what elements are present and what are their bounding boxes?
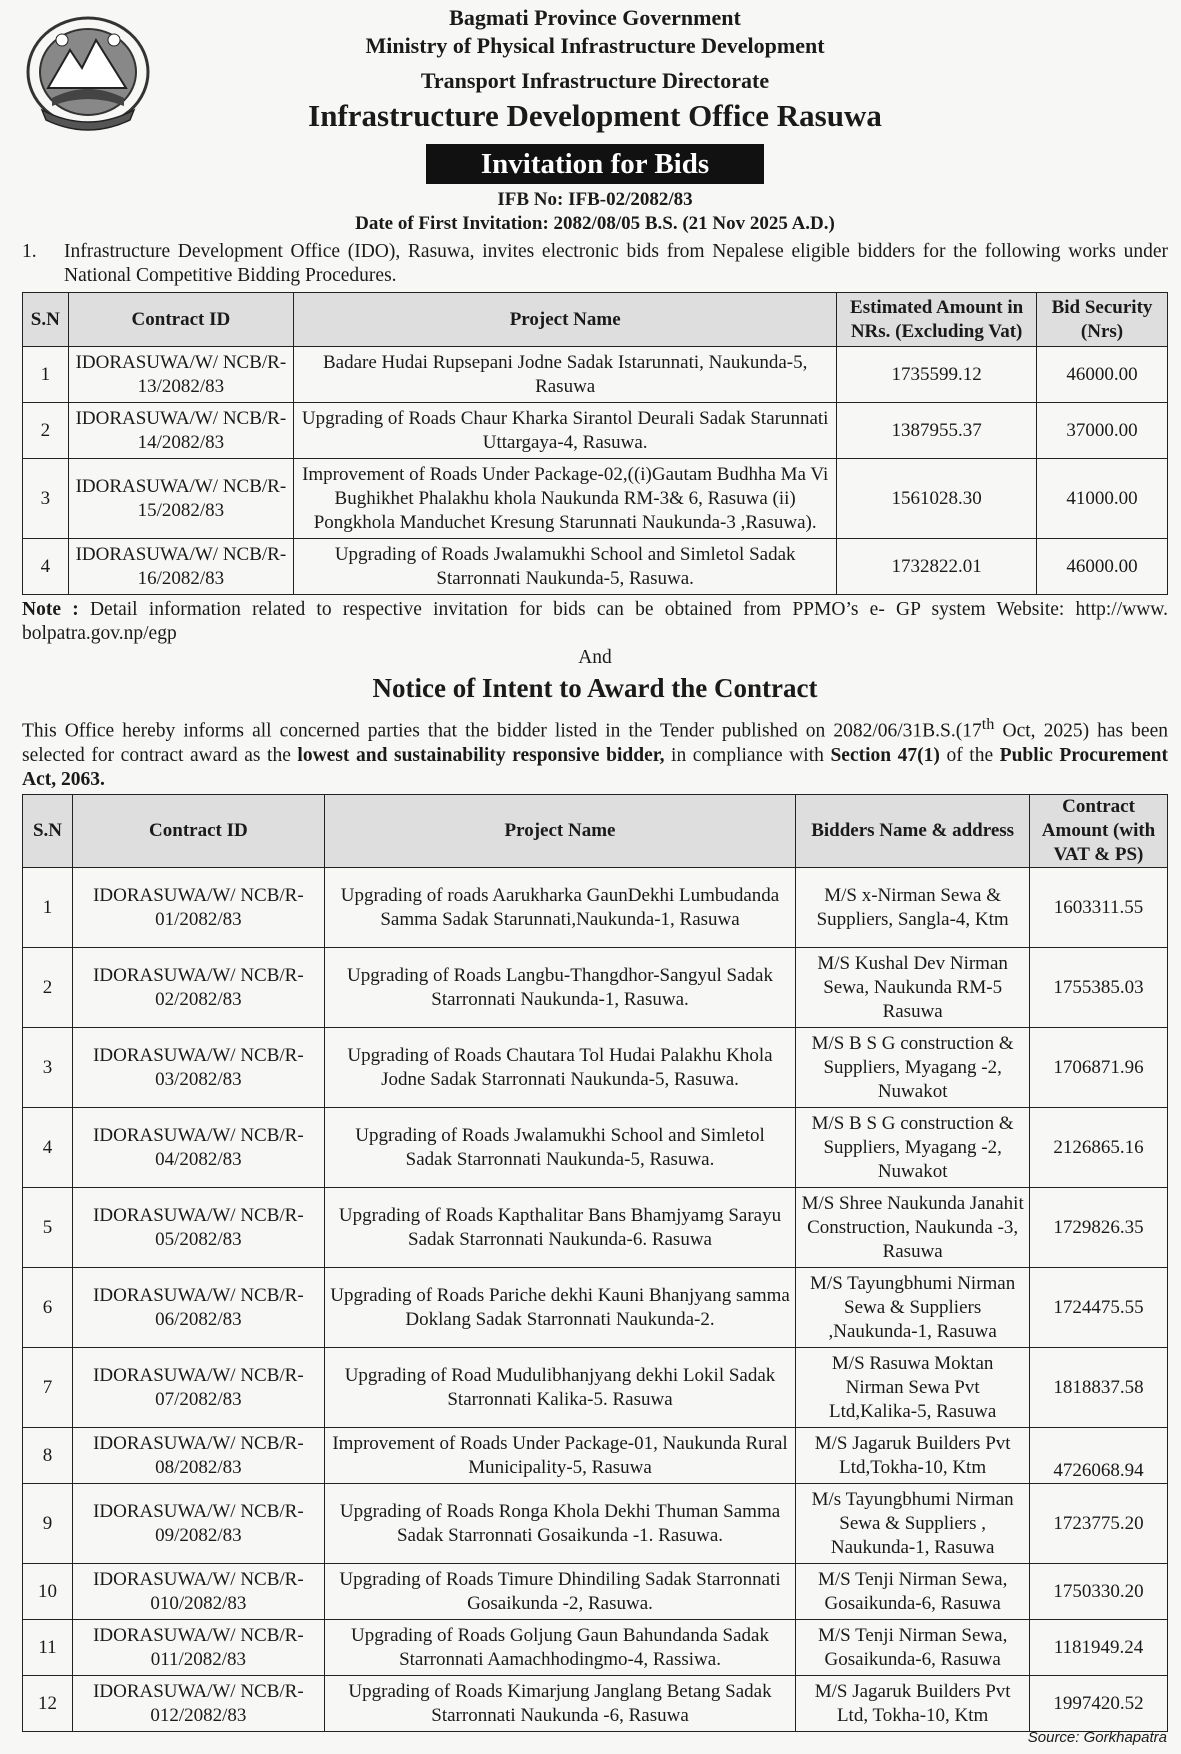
province-title: Bagmati Province Government (449, 5, 741, 30)
office-title: Infrastructure Development Office Rasuwa (308, 98, 882, 133)
amount-cell: 4726068.94 (1030, 1428, 1168, 1484)
contract-id-cell: IDORASUWA/W/ NCB/R-01/2082/83 (72, 868, 324, 948)
project-name-cell: Upgrading of Roads Goljung Gaun Bahundanda Sadak Starronnati Aamachhodingmo-4, Rassiwa. (324, 1620, 795, 1676)
amount-cell: 1181949.24 (1030, 1620, 1168, 1676)
project-name-cell: Upgrading of Roads Pariche dekhi Kauni Bhanjyang samma Doklang Sadak Starronnati Naukunda-2. (324, 1268, 795, 1348)
bidder-cell: M/S Tenji Nirman Sewa, Gosaikunda-6, Rasuwa (796, 1620, 1030, 1676)
contract-id-cell: IDORASUWA/W/ NCB/R-02/2082/83 (72, 948, 324, 1028)
sn-cell: 8 (23, 1428, 73, 1484)
bidder-cell: M/S Shree Naukunda Janahit Construction, Naukunda -3, Rasuwa (796, 1188, 1030, 1268)
contract-id-cell: IDORASUWA/W/ NCB/R-03/2082/83 (72, 1028, 324, 1108)
table-row (23, 948, 1168, 1028)
table-row (23, 1676, 1168, 1732)
header-project-name: Project Name (294, 293, 837, 347)
table-row (23, 1188, 1168, 1268)
header-estimated-amount: Estimated Amount in NRs. (Excluding Vat) (837, 293, 1037, 347)
table-row (23, 403, 1168, 459)
contract-id-cell: IDORASUWA/W/ NCB/R-05/2082/83 (72, 1188, 324, 1268)
intro-text: Infrastructure Development Office (IDO), Rasuwa, invites electronic bids from Nepalese eligible bidders for the following works under National Competitive Bidding Procedures. (64, 241, 1168, 286)
notice-paragraph (22, 712, 1168, 792)
project-name-cell: Upgrading of Roads Chautara Tol Hudai Palakhu Khola Jodne Sadak Starronnati Naukunda-5, Rasuwa. (324, 1028, 795, 1108)
bidder-cell: M/S B S G construction & Suppliers, Myagang -2, Nuwakot (796, 1028, 1030, 1108)
notice-text-1: This Office hereby informs all concerned parties that the bidder listed in the Tender published on 2082/06/31B.S.(17 (22, 720, 982, 742)
table-row (23, 347, 1168, 403)
header-bidder: Bidders Name & address (796, 795, 1030, 868)
bidder-cell: M/S Tenji Nirman Sewa, Gosaikunda-6, Rasuwa (796, 1564, 1030, 1620)
bids-table (22, 292, 1168, 595)
amount-cell: 1723775.20 (1030, 1484, 1168, 1564)
project-name-cell: Improvement of Roads Under Package-01, Naukunda Rural Municipality-5, Rasuwa (324, 1428, 795, 1484)
project-name-cell: Upgrading of Road Mudulibhanjyang dekhi Lokil Sadak Starronnati Kalika-5. Rasuwa (324, 1348, 795, 1428)
header-sn: S.N (23, 293, 69, 347)
sn-cell: 3 (23, 1028, 73, 1108)
table-row (23, 459, 1168, 539)
amount-cell: 1724475.55 (1030, 1268, 1168, 1348)
security-cell: 41000.00 (1037, 459, 1168, 539)
amount-cell: 1997420.52 (1030, 1676, 1168, 1732)
header-contract-amount: Contract Amount (with VAT & PS) (1030, 795, 1168, 868)
bidder-cell: M/S Rasuwa Moktan Nirman Sewa Pvt Ltd,Kalika-5, Rasuwa (796, 1348, 1030, 1428)
table-row (23, 868, 1168, 948)
bids-table-header (23, 293, 1168, 347)
project-name-cell: Upgrading of Roads Jwalamukhi School and Simletol Sadak Starronnati Naukunda-5, Rasuwa. (294, 539, 837, 595)
table-row (23, 1564, 1168, 1620)
table-row (23, 1268, 1168, 1348)
security-cell: 46000.00 (1037, 347, 1168, 403)
sn-cell: 2 (23, 948, 73, 1028)
contract-id-cell: IDORASUWA/W/ NCB/R-07/2082/83 (72, 1348, 324, 1428)
sn-cell: 10 (23, 1564, 73, 1620)
header-project-name: Project Name (324, 795, 795, 868)
note-label: Note : (22, 599, 79, 620)
amount-cell: 1818837.58 (1030, 1348, 1168, 1428)
amount-cell: 1735599.12 (837, 347, 1037, 403)
bidder-cell: M/S Jagaruk Builders Pvt Ltd, Tokha-10, Ktm (796, 1676, 1030, 1732)
project-name-cell: Improvement of Roads Under Package-02,((i)Gautam Budhha Ma Vi Bughikhet Phalakhu khola Naukunda RM-3& 6, Rasuwa (ii) Pongkhola Manduchet Kresung Starunnati Naukunda-3 ,Rasuwa). (294, 459, 837, 539)
sn-cell: 1 (23, 868, 73, 948)
security-cell: 46000.00 (1037, 539, 1168, 595)
notice-text-3: in compliance with (664, 744, 831, 766)
table-row (23, 539, 1168, 595)
amount-cell: 1750330.20 (1030, 1564, 1168, 1620)
amount-cell: 1387955.37 (837, 403, 1037, 459)
bidder-cell: M/S B S G construction & Suppliers, Myagang -2, Nuwakot (796, 1108, 1030, 1188)
contract-id-cell: IDORASUWA/W/ NCB/R-010/2082/83 (72, 1564, 324, 1620)
first-invitation-date: Date of First Invitation: 2082/08/05 B.S. (21 Nov 2025 A.D.) (355, 213, 835, 234)
amount-cell: 1732822.01 (837, 539, 1037, 595)
project-name-cell: Upgrading of Roads Kapthalitar Bans Bhamjyamg Sarayu Sadak Starronnati Naukunda-6. Rasuwa (324, 1188, 795, 1268)
sn-cell: 5 (23, 1188, 73, 1268)
ministry-title: Ministry of Physical Infrastructure Development (365, 33, 825, 58)
contract-id-cell: IDORASUWA/W/ NCB/R-08/2082/83 (72, 1428, 324, 1484)
amount-cell: 1755385.03 (1030, 948, 1168, 1028)
bidder-cell: M/S x-Nirman Sewa & Suppliers, Sangla-4, Ktm (796, 868, 1030, 948)
table-row (23, 1108, 1168, 1188)
table-row (23, 1028, 1168, 1108)
source-credit: Source: Gorkhapatra (1027, 1729, 1167, 1746)
amount-cell: 1706871.96 (1030, 1028, 1168, 1108)
contract-id-cell: IDORASUWA/W/ NCB/R-15/2082/83 (68, 459, 293, 539)
notice-text-4: of the (939, 744, 1000, 766)
sn-cell: 7 (23, 1348, 73, 1428)
bidder-cell: M/s Tayungbhumi Nirman Sewa & Suppliers , Naukunda-1, Rasuwa (796, 1484, 1030, 1564)
contract-id-cell: IDORASUWA/W/ NCB/R-012/2082/83 (72, 1676, 324, 1732)
sn-cell: 4 (23, 539, 69, 595)
amount-cell: 2126865.16 (1030, 1108, 1168, 1188)
award-table-header (23, 795, 1168, 868)
award-table (22, 794, 1168, 1732)
amount-cell: 1561028.30 (837, 459, 1037, 539)
amount-cell: 1603311.55 (1030, 868, 1168, 948)
notice-bold-3: Public Procurement Act, 2063. (22, 744, 1168, 790)
header-bid-security: Bid Security (Nrs) (1037, 293, 1168, 347)
note-text: Detail information related to respective invitation for bids can be obtained from PPMO’s e- GP system Website: http://www. bolpatra.gov.np/egp (22, 599, 1168, 644)
intro-number: 1. (22, 241, 37, 262)
project-name-cell: Badare Hudai Rupsepani Jodne Sadak Istarunnati, Naukunda-5, Rasuwa (294, 347, 837, 403)
header-contract-id: Contract ID (72, 795, 324, 868)
header-sn: S.N (23, 795, 73, 868)
sn-cell: 12 (23, 1676, 73, 1732)
project-name-cell: Upgrading of Roads Jwalamukhi School and Simletol Sadak Starronnati Naukunda-5, Rasuwa. (324, 1108, 795, 1188)
sn-cell: 1 (23, 347, 69, 403)
contract-id-cell: IDORASUWA/W/ NCB/R-011/2082/83 (72, 1620, 324, 1676)
project-name-cell: Upgrading of Roads Langbu-Thangdhor-Sangyul Sadak Starronnati Naukunda-1, Rasuwa. (324, 948, 795, 1028)
project-name-cell: Upgrading of Roads Ronga Khola Dekhi Thuman Samma Sadak Starronnati Gosaikunda -1. Rasuwa. (324, 1484, 795, 1564)
ifb-number: IFB No: IFB-02/2082/83 (497, 189, 693, 210)
sn-cell: 3 (23, 459, 69, 539)
invitation-banner: Invitation for Bids (426, 144, 764, 184)
project-name-cell: Upgrading of roads Aarukharka GaunDekhi Lumbudanda Samma Sadak Starunnati,Naukunda-1, Rasuwa (324, 868, 795, 948)
intro-paragraph (22, 240, 1168, 288)
table-row (23, 1484, 1168, 1564)
notice-text-2: Oct, 2025) has been selected for contract award as the (22, 720, 1168, 766)
project-name-cell: Upgrading of Roads Chaur Kharka Sirantol Deurali Sadak Starunnati Uttargaya-4, Rasuwa. (294, 403, 837, 459)
notice-bold-2: Section 47(1) (830, 744, 940, 766)
contract-id-cell: IDORASUWA/W/ NCB/R-14/2082/83 (68, 403, 293, 459)
amount-cell: 1729826.35 (1030, 1188, 1168, 1268)
bidder-cell: M/S Tayungbhumi Nirman Sewa & Suppliers ,Naukunda-1, Rasuwa (796, 1268, 1030, 1348)
bidder-cell: M/S Kushal Dev Nirman Sewa, Naukunda RM-5 Rasuwa (796, 948, 1030, 1028)
sn-cell: 4 (23, 1108, 73, 1188)
notice-title: Notice of Intent to Award the Contract (372, 673, 818, 703)
contract-id-cell: IDORASUWA/W/ NCB/R-09/2082/83 (72, 1484, 324, 1564)
project-name-cell: Upgrading of Roads Kimarjung Janglang Betang Sadak Starronnati Naukunda -6, Rasuwa (324, 1676, 795, 1732)
security-cell: 37000.00 (1037, 403, 1168, 459)
sn-cell: 9 (23, 1484, 73, 1564)
table-row (23, 1620, 1168, 1676)
header-contract-id: Contract ID (68, 293, 293, 347)
bidder-cell: M/S Jagaruk Builders Pvt Ltd,Tokha-10, Ktm (796, 1428, 1030, 1484)
contract-id-cell: IDORASUWA/W/ NCB/R-04/2082/83 (72, 1108, 324, 1188)
sn-cell: 6 (23, 1268, 73, 1348)
table-row (23, 1348, 1168, 1428)
contract-id-cell: IDORASUWA/W/ NCB/R-13/2082/83 (68, 347, 293, 403)
sn-cell: 2 (23, 403, 69, 459)
sn-cell: 11 (23, 1620, 73, 1676)
directorate-title: Transport Infrastructure Directorate (420, 68, 770, 93)
and-separator: And (578, 647, 612, 668)
contract-id-cell: IDORASUWA/W/ NCB/R-06/2082/83 (72, 1268, 324, 1348)
notice-sup: th (981, 715, 995, 733)
project-name-cell: Upgrading of Roads Timure Dhindiling Sadak Starronnati Gosaikunda -2, Rasuwa. (324, 1564, 795, 1620)
contract-id-cell: IDORASUWA/W/ NCB/R-16/2082/83 (68, 539, 293, 595)
notice-bold-1: lowest and sustainability responsive bidder, (297, 744, 665, 766)
table-row (23, 1428, 1168, 1484)
note-paragraph (22, 598, 1168, 646)
